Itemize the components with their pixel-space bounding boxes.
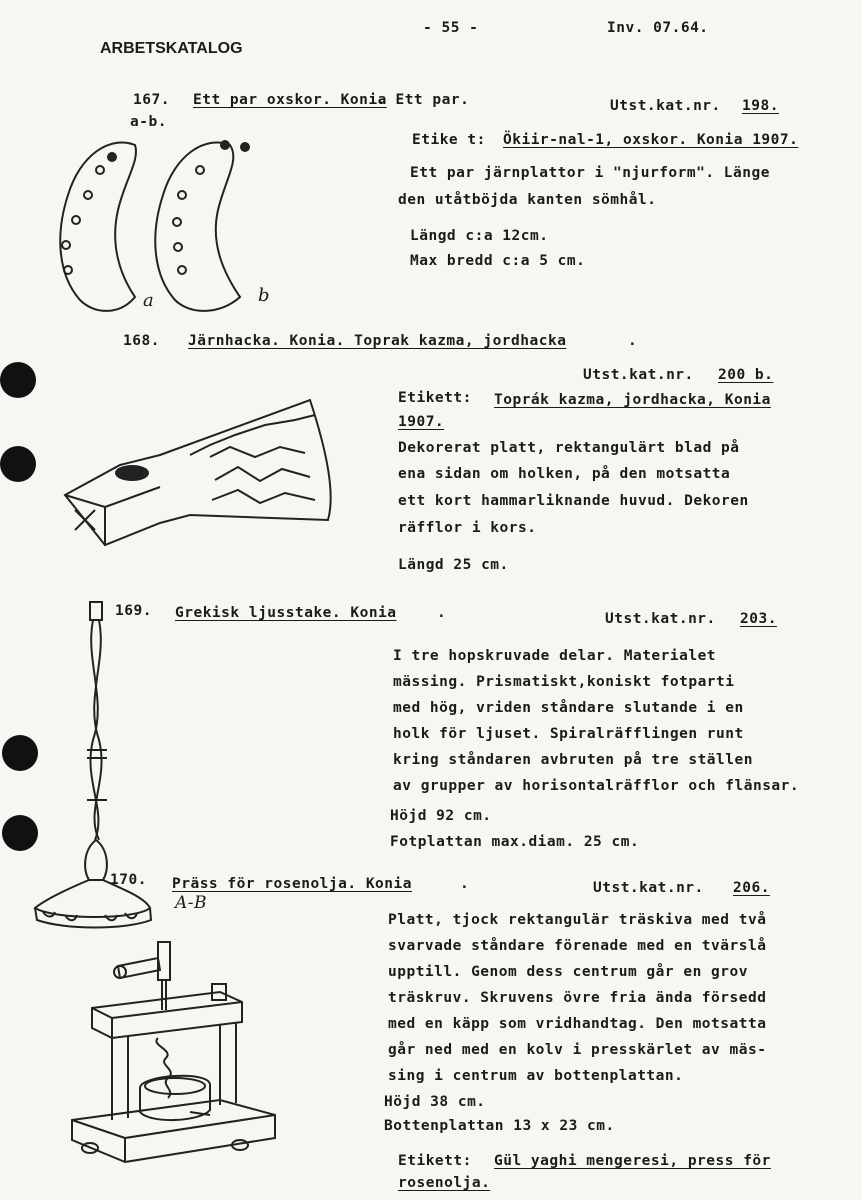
entry-number: 168.	[123, 333, 160, 349]
entry-title: Grekisk ljusstake. Konia	[175, 605, 397, 621]
etikett-text: Ökiir-nal-1, oxskor. Konia 1907.	[503, 132, 799, 148]
utst-number: 203.	[740, 611, 777, 627]
utst-number: 200 b.	[718, 367, 774, 383]
sketch-label-a: a	[143, 290, 155, 311]
page-number: - 55 -	[423, 20, 479, 36]
etikett-text: 1907.	[398, 414, 445, 430]
entry-number: 167.	[133, 92, 170, 108]
description-line: den utåtböjda kanten sömhål.	[398, 192, 657, 208]
measure-line: Fotplattan max.diam. 25 cm.	[390, 834, 640, 850]
description-line: går ned med en kolv i presskärlet av mäs-	[388, 1042, 767, 1058]
description-line: svarvade ståndare förenade med en tvärslå	[388, 938, 767, 954]
measure-line: Max bredd c:a 5 cm.	[410, 253, 586, 269]
utst-number: 198.	[742, 98, 779, 114]
hoe-sketch	[60, 395, 360, 555]
etikett-text: Gül yaghi mengeresi, press för	[494, 1153, 771, 1169]
description-line: av grupper av horisontalräfflor och flänsar.	[393, 778, 800, 794]
entry-number: 169.	[115, 603, 152, 619]
description-line: Platt, tjock rektangulär träskiva med två	[388, 912, 767, 928]
measure-line: Längd c:a 12cm.	[410, 228, 549, 244]
oxshoe-sketch	[40, 125, 340, 325]
utst-number: 206.	[733, 880, 770, 896]
utst-label: Utst.kat.nr.	[610, 98, 721, 114]
etikett-label: Etike t:	[412, 132, 486, 148]
entry-number: 170.	[110, 872, 147, 888]
measure-line: Höjd 38 cm.	[384, 1094, 486, 1110]
description-line: holk för ljuset. Spiralräfflingen runt	[393, 726, 744, 742]
description-line: med en käpp som vridhandtag. Den motsatta	[388, 1016, 767, 1032]
description-line: upptill. Genom dess centrum går en grov	[388, 964, 748, 980]
measure-line: Bottenplattan 13 x 23 cm.	[384, 1118, 615, 1134]
etikett-label: Etikett:	[398, 1153, 472, 1169]
description-line: Dekorerat platt, rektangulärt blad på	[398, 440, 740, 456]
measure-line: Längd 25 cm.	[398, 557, 509, 573]
description-line: Ett par järnplattor i "njurform". Länge	[410, 165, 770, 181]
entry-title: Ett par oxskor. Konia	[193, 92, 387, 108]
description-line: ena sidan om holken, på den motsatta	[398, 466, 731, 482]
inventory-number: Inv. 07.64.	[607, 20, 709, 36]
description-line: kring ståndaren avbruten på tre ställen	[393, 752, 753, 768]
entry-sub-label: a-b.	[130, 114, 167, 130]
entry-title-suffix: . Ett par.	[377, 92, 470, 108]
etikett-label: Etikett:	[398, 390, 472, 406]
utst-label: Utst.kat.nr.	[583, 367, 694, 383]
catalog-title: ARBETSKATALOG	[100, 40, 243, 57]
etikett-text: Toprák kazma, jordhacka, Konia	[494, 392, 771, 408]
punch-hole-1	[0, 362, 36, 398]
entry-sub-label: A-B	[175, 893, 208, 913]
entry-title-suffix: .	[628, 333, 638, 349]
entry-title: Präss för rosenolja. Konia	[172, 876, 412, 892]
entry-title-suffix: .	[460, 876, 470, 892]
utst-label: Utst.kat.nr.	[605, 611, 716, 627]
etikett-text: rosenolja.	[398, 1175, 491, 1191]
utst-label: Utst.kat.nr.	[593, 880, 704, 896]
description-line: mässing. Prismatiskt,koniskt fotparti	[393, 674, 735, 690]
description-line: I tre hopskruvade delar. Materialet	[393, 648, 717, 664]
entry-title-suffix: .	[437, 605, 447, 621]
entry-title: Järnhacka. Konia. Toprak kazma, jordhacka	[188, 333, 567, 349]
measure-line: Höjd 92 cm.	[390, 808, 492, 824]
description-line: sing i centrum av bottenplattan.	[388, 1068, 684, 1084]
description-line: räfflor i kors.	[398, 520, 537, 536]
description-line: träskruv. Skruvens övre fria ända försedd	[388, 990, 767, 1006]
rose-oil-press-sketch	[70, 940, 290, 1175]
description-line: med hög, vriden ståndare slutande i en	[393, 700, 744, 716]
sketch-label-b: b	[258, 285, 271, 306]
punch-hole-2	[0, 446, 36, 482]
description-line: ett kort hammarliknande huvud. Dekoren	[398, 493, 749, 509]
